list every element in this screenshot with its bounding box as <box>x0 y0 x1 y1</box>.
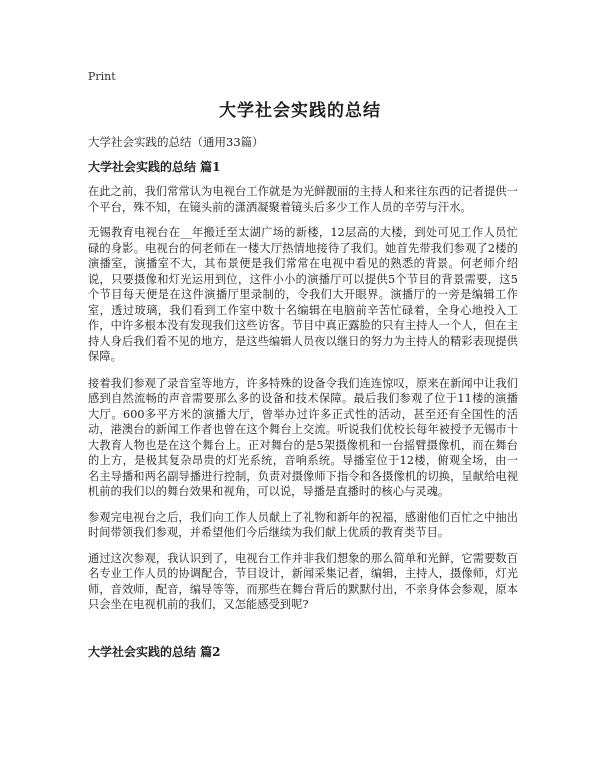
paragraph: 无锡教育电视台在__年搬迁至太湖广场的新楼，12层高的大楼，到处可见工作人员忙碌的身影。电视台的何老师在一楼大厅热情地接待了我们。她首先带我们参观了2楼的演播室，演播室不大，其布景便是我们常常在电视中看见的熟悉的背景。何老师介绍说，只要摄像和灯光运用到位，这件小小的演播厅可以提供5个节目的背景需要，这5个节目每天便是在这件演播厅里录制的，令我们大开眼界。演播厅的一旁是编辑工作室，透过玻璃，我们看到工作室中数十名编辑在电脑前辛苦忙碌着，全身心地投入工作，中许多根本没有发现我们这些访客。节目中真正露脸的只有主持人一个人，但在主持人身后我们看不见的地方，是这些编辑人员夜以继日的努力为主持人的精彩表现提供保障。 <box>88 226 518 363</box>
print-label[interactable]: Print <box>88 70 116 83</box>
section-heading-2: 大学社会实践的总结 篇2 <box>88 645 221 659</box>
paragraph: 通过这次参观，我认识到了，电视台工作并非我们想象的那么简单和光鲜，它需要数百名专业工作人员的协调配合，节目设计，新闻采集记者，编辑，主持人，摄像师，灯光师，音效师，配音，编导等等，而那些在舞台背后的默默付出，不亲身体会参观，原本只会坐在电视机前的我们，又怎能感受到呢? <box>88 551 518 611</box>
section-heading-1: 大学社会实践的总结 篇1 <box>88 160 221 174</box>
paragraph: 接着我们参观了录音室等地方，许多特殊的设备令我们连连惊叹，原来在新闻中让我们感到自然流畅的声音需要那么多的设备和技术保障。最后我们参观了位于11楼的演播大厅。600多平方米的演播大厅，曾举办过许多正式性的活动，甚至还有全国性的活动，港澳台的新闻工作者也曾在这个舞台上交流。听说我们优校长每年被授予无锡市十大教育人物也是在这个舞台上。正对舞台的是5架摄像机和一台摇臂摄像机，而在舞台的上方，是极其复杂昂贵的灯光系统，音响系统。导播室位于12楼，俯观全场，由一名主导播和两名副导播进行控制，负责对摄像师下指令和各摄像机的切换，呈献给电视机前的我们以的舞台效果和视角，可以说，导播是直播时的核心与灵魂。 <box>88 376 518 498</box>
section-1-body <box>88 184 518 623</box>
page-title: 大学社会实践的总结 <box>219 101 381 121</box>
document-subtitle: 大学社会实践的总结（通用33篇） <box>88 135 264 149</box>
paragraph: 在此之前，我们常常认为电视台工作就是为光鲜靓丽的主持人和来往东西的记者提供一个平台，殊不知，在镜头前的潇洒凝聚着镜头后多少工作人员的辛劳与汗水。 <box>88 185 518 214</box>
paragraph: 参观完电视台之后，我们向工作人员献上了礼物和新年的祝福，感谢他们百忙之中抽出时间带领我们参观，并希望他们今后继续为我们献上优质的教育类节目。 <box>88 510 518 539</box>
